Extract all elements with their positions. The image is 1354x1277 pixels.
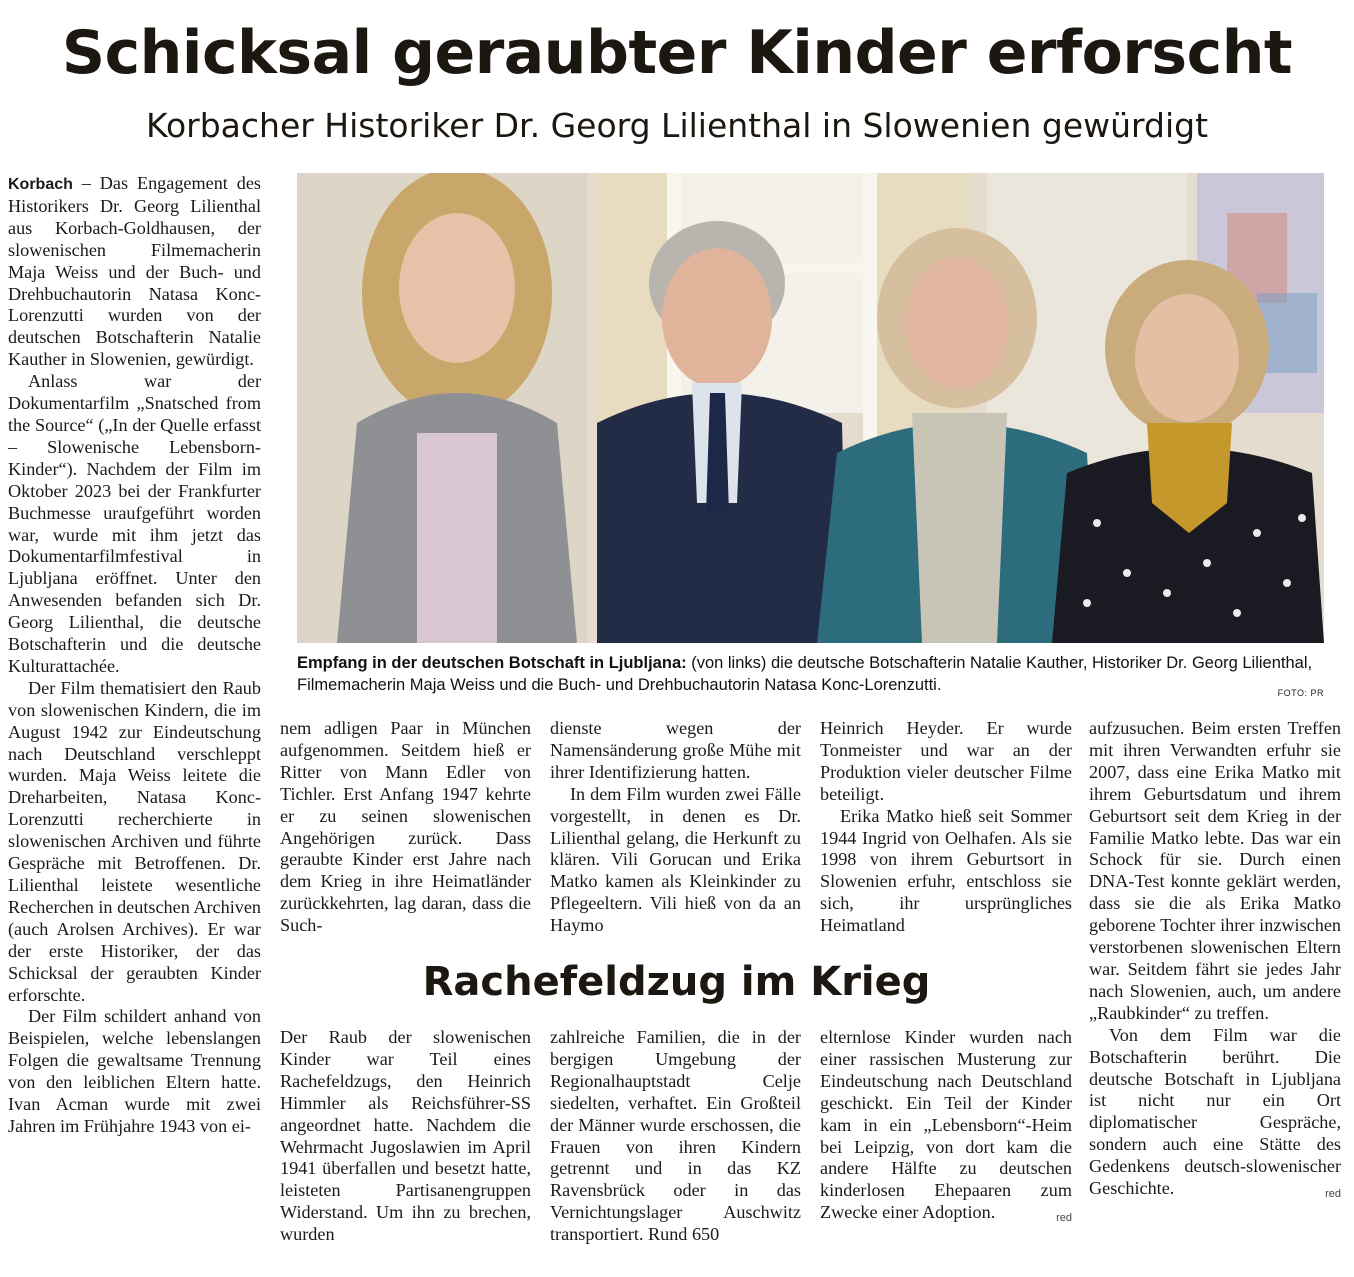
photo-credit: FOTO: PR [1277, 688, 1324, 698]
paragraph: Der Film schildert anhand von Beispielen, welche lebenslangen Folgen die gewaltsame Trennung von den leiblichen Eltern hatte. Ivan Acman wurde mit zwei Jahren im Frühjahre 1943 von ei- [8, 1006, 261, 1136]
article-column-2-bottom [280, 1027, 531, 1246]
headline: Schicksal geraubter Kinder erforscht [61, 18, 1293, 88]
paragraph: In dem Film wurden zwei Fälle vorgestellt, in denen es Dr. Lilienthal gelang, die Herkunft zu klären. Vili Gorucan und Erika Matko kamen als Kleinkinder zu Pflegeeltern. Vili hieß von da an Haymo [550, 783, 801, 936]
author-sign: red [1056, 1212, 1072, 1225]
intro-text: – Das Engagement des Historikers Dr. Georg Lilienthal aus Korbach-Goldhausen, der slowenischen Filmemacherin Maja Weiss und der Buch- und Drehbuchautorin Natasa Konc-Lorenzutti wurden von der deutschen Botschafterin Natalie Kauther in Slowenien, gewürdigt. [8, 173, 261, 370]
subheadline: Korbacher Historiker Dr. Georg Lilienthal in Slowenien gewürdigt [145, 106, 1209, 145]
paragraph [820, 1027, 1072, 1224]
paragraph: dienste wegen der Namensänderung große Mühe mit ihrer Identifizierung hatten. [550, 718, 801, 782]
paragraph: aufzusuchen. Beim ersten Treffen mit ihren Verwandten erfuhr sie 2007, dass eine Erika Matko mit ihrem Geburtsdatum und ihrem Geburtsort seit dem Krieg in der Familie Matko lebte. Das war ein Schock für sie. Durch einen DNA-Test konnte geklärt werden, dass sie die als Erika Matko geborene Tochter ihrer inzwischen verstorbenen slowenischen Eltern war. Seitdem fährt sie jedes Jahr nach Slowenien, auch, um andere „Raubkinder“ zu treffen. [1089, 718, 1341, 1023]
article-column-3-bottom [550, 1027, 801, 1246]
paragraph: Der Film thematisiert den Raub von slowenischen Kindern, die im August 1942 zur Eindeutschung nach Deutschland verschleppt wurden. Maja Weiss leitete die Dreharbeiten, Natasa Konc-Lorenzutti recherchierte in slowenischen Archiven und führte Gespräche mit Betroffenen. Dr. Lilienthal leistete wesentliche Recherchen in deutschen Archiven (auch Arolsen Archives). Er war der erste Historiker, der das Schicksal der geraubten Kinder erforschte. [8, 677, 262, 1005]
paragraph [1089, 1025, 1341, 1200]
photo-caption [297, 652, 1324, 704]
paragraph: Der Raub der slowenischen Kinder war Teil eines Rachefeldzugs, den Heinrich Himmler als Reichsführer-SS angeordnet hatte. Nachdem die Wehrmacht Jugoslawien im April 1941 überfallen und besetzt hatte, leisteten Partisanengruppen Widerstand. Um ihn zu brechen, wurden [280, 1027, 531, 1245]
intro-paragraph [8, 173, 261, 371]
paragraph: Anlass war der Dokumentarfilm „Snatsched from the Source“ („In der Quelle erfasst – Slowenische Lebensborn-Kinder“). Nachdem der Film im Oktober 2023 bei der Frankfurter Buchmesse uraufgeführt worden war, wurde mit ihm jetzt das Dokumentarfilmfestival in Ljubljana eröffnet. Unter den Anwesenden befanden sich Dr. Georg Lilienthal, die deutsche Botschafterin und die deutsche Kulturattachée. [8, 371, 261, 676]
caption-text: (von links) die deutsche Botschafterin Natalie Kauther, Historiker Dr. Georg Lilienthal, Filmemacherin Maja Weiss und die Buch- und Drehbuchautorin Natasa Konc-Lorenzutti. [297, 654, 1313, 694]
article-photo [297, 173, 1324, 643]
article-column-4-top [820, 718, 1072, 937]
paragraph: nem adligen Paar in München aufgenommen. Seitdem hieß er Ritter von Mann Edler von Tichler. Erst Anfang 1947 kehrte er zu seinen slowenischen Angehörigen zurück. Dass geraubte Kinder erst Jahre nach dem Krieg in ihre Heimatländer zurückkehrten, lag daran, dass die Such- [280, 718, 531, 936]
caption-lead: Empfang in der deutschen Botschaft in Ljubljana: [297, 654, 687, 672]
paragraph-text: elternlose Kinder wurden nach einer rassischen Musterung zur Eindeutschung nach Deutschland geschickt. Ein Teil der Kinder kam in ein „Lebensborn“-Heim bei Leipzig, von dort kam die andere Hälfte zu deutschen kinderlosen Ehepaaren zum Zwecke einer Adoption. [820, 1027, 1072, 1223]
dateline: Korbach [8, 176, 73, 193]
article-column-2-top [280, 718, 531, 937]
paragraph: Erika Matko hieß seit Sommer 1944 Ingrid von Oelhafen. Als sie 1998 von ihrem Geburtsort in Slowenien erfuhr, entschloss sie sich, ihr ursprüngliches Heimatland [820, 805, 1072, 936]
group-photo-illustration [297, 173, 1324, 643]
article-column-1 [8, 173, 261, 1138]
article-column-5 [1089, 718, 1341, 1206]
paragraph: Heinrich Heyder. Er wurde Tonmeister und war an der Produktion vieler deutscher Filme beteiligt. [820, 718, 1072, 804]
intertitle: Rachefeldzug im Krieg [422, 959, 931, 1005]
article-column-3-top [550, 718, 801, 937]
author-sign: red [1325, 1188, 1341, 1201]
paragraph-text: Von dem Film war die Botschafterin berührt. Die deutsche Botschaft in Ljubljana ist nicht nur ein Ort diplomatischer Gespräche, sondern auch eine Stätte des Gedenkens deutsch-slowenischer Geschichte. [1089, 1024, 1341, 1199]
article-column-4-bottom [820, 1027, 1072, 1230]
paragraph: zahlreiche Familien, die in der bergigen Umgebung der Regionalhauptstadt Celje siedelten, verhaftet. Ein Großteil der Männer wurde erschossen, die Frauen von ihren Kindern getrennt und in das KZ Ravensbrück oder in das Vernichtungslager Auschwitz transportiert. Rund 650 [550, 1027, 801, 1245]
